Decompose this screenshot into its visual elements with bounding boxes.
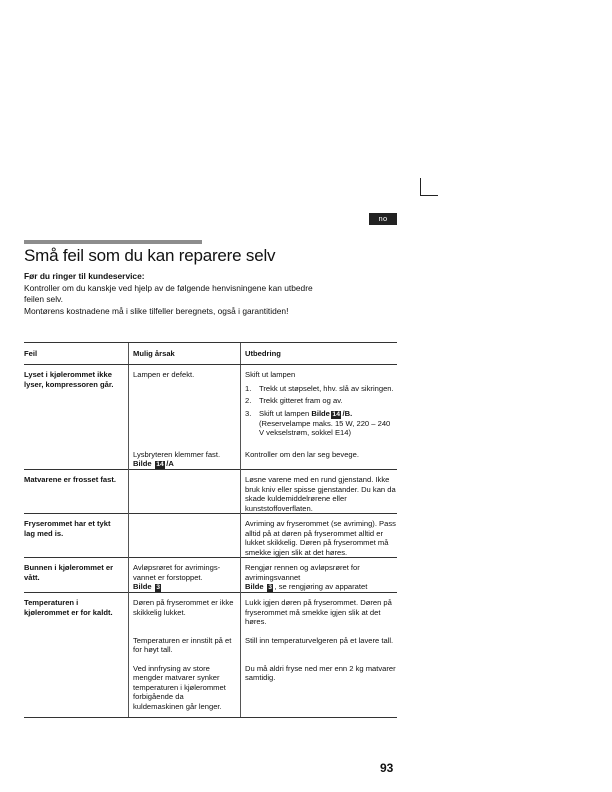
remedy-cell: Løsne varene med en rund gjenstand. Ikke bruk kniv eller spisse gjenstander. Du kan da skade kuldemiddelrørene eller kunststoffoverflaten. [241,470,398,514]
header-remedy: Utbedring [241,343,398,365]
remedy-cell: Du må aldri fryse ned mer enn 2 kg matvarer samtidig. [241,655,398,718]
table-header-row [24,343,397,365]
cause-cell: Temperaturen er innstilt på et for høyt tall. [129,627,241,655]
remedy-cell: Avriming av fryserommet (se avriming). Pass alltid på at døren på fryserommet alltid er lukket skikkelig. Døren på fryserommet må smekke igjen slik at det høres. [241,514,398,558]
cause-cell: Ved innfrysing av store mengder matvarer synker temperaturen i kjølerommet forbigående da kuldemaskinen går lenger. [129,655,241,718]
title-rule [24,240,202,244]
fault-cell: Temperaturen i kjølerommet er for kaldt. [24,593,129,627]
table-row [24,441,397,470]
header-fault: Feil [24,343,129,365]
page-title: Små feil som du kan reparere selv [24,246,276,265]
figure-badge: 14 [332,410,340,418]
figure-badge: 3 [156,584,160,591]
fault-cell: Lyset i kjølerommet ikke lyser, kompressoren går. [24,365,129,441]
list-item: 1. Trekk ut støpselet, hhv. slå av sikringen. [245,383,394,393]
table-row [24,558,397,593]
cause-cell: Lysbryteren klemmer fast. Bilde 14 /A [129,441,241,470]
fault-cell: Matvarene er frosset fast. [24,470,129,514]
intro-line: feilen selv. [24,294,63,304]
remedy-steps [245,384,397,438]
cause-cell: Lampen er defekt. [129,365,241,441]
table-row [24,514,397,558]
fault-cell: Bunnen i kjølerommet er vått. [24,558,129,593]
table-row [24,593,397,627]
figure-badge: 3 [268,584,272,591]
header-cause: Mulig årsak [129,343,241,365]
page-number: 93 [380,761,394,775]
crop-mark-horizontal [420,195,438,196]
intro-line: Montørens kostnadene må i slike tilfeller beregnets, også i garantitiden! [24,305,289,316]
remedy-cell [241,365,398,441]
remedy-cell: Lukk igjen døren på fryserommet. Døren på fryserommet må smekke igjen slik at det høres. [241,593,398,627]
list-item: 2. Trekk gitteret fram og av. [245,396,343,405]
intro-heading: Før du ringer til kundeservice: [24,271,145,281]
cause-cell: Avløpsrøret for avrimings-vannet er forstoppet. Bilde 3 [129,558,241,593]
intro-line: Kontroller om du kanskje ved hjelp av de følgende henvisningene kan utbedre [24,282,313,293]
table-row [24,365,397,441]
list-item: 3. Skift ut lampen Bilde 14 /B. (Reservelampe maks. 15 W, 220 – 240 V vekselstrøm, sokkel E14) [245,408,391,437]
crop-mark [420,178,421,195]
troubleshooting-table [24,342,397,718]
language-tag: no [369,213,397,225]
figure-badge: 14 [156,461,164,468]
table-row [24,627,397,655]
fault-cell: Fryserommet har et tykt lag med is. [24,514,129,558]
intro-text [24,271,404,317]
cause-cell: Døren på fryserommet er ikke skikkelig lukket. [129,593,241,627]
remedy-text: Skift ut lampen [245,370,296,379]
remedy-cell: Rengjør rennen og avløpsrøret for avrimingsvannet Bilde 3 , se rengjøring av apparatet [241,558,398,593]
table-row [24,655,397,718]
remedy-cell: Still inn temperaturvelgeren på et lavere tall. [241,627,398,655]
remedy-cell: Kontroller om den lar seg bevege. [241,441,398,470]
table-row [24,470,397,514]
